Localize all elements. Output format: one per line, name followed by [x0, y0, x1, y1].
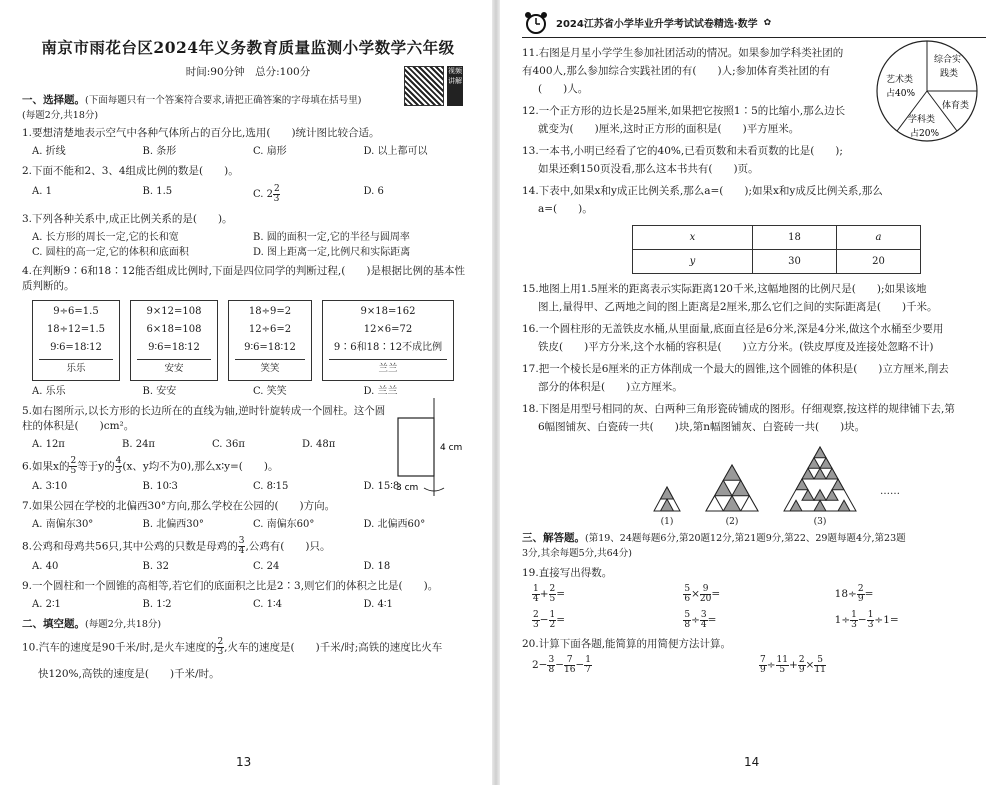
q5-option-a[interactable]: A. 12π — [32, 439, 65, 450]
q6-fraction-1: $\frac{2}{5}$ — [70, 456, 77, 476]
page-number-14: 14 — [744, 755, 760, 769]
q18-line1: 18.下图是用型号相同的灰、白两种三角形瓷砖铺成的图形。仔细观察,按这样的规律铺下去,第 — [522, 403, 955, 415]
q3-options — [22, 230, 474, 260]
qr-code[interactable] — [404, 66, 444, 106]
table-cell: y — [633, 250, 753, 274]
q2-option-d[interactable]: D. 6 — [363, 186, 384, 197]
triangle-figure-3 — [782, 445, 858, 513]
q5-options — [22, 438, 392, 452]
q19-item-2: $\frac{5}{6}$ × $\frac{9}{20}$ = — [684, 583, 721, 604]
q12-line2: 就变为( )厘米,这时正方形的面积是( )平方厘米。 — [538, 123, 800, 135]
q11-line3: ( )人。 — [538, 83, 589, 95]
q20-item-2: $\frac{7}{9}$ ÷ $\frac{11}{5}$ + $\frac{2}{9}$ × $\frac{5}{11}$ — [760, 654, 826, 675]
q2-c-fraction: $\frac{2}{3}$ — [273, 184, 280, 204]
table-cell: x — [633, 226, 753, 250]
table-cell: 20 — [837, 250, 921, 274]
q2-option-b[interactable]: B. 1.5 — [142, 186, 173, 197]
q5-rectangle-figure — [394, 398, 484, 498]
q15-line1: 15.地图上用1.5厘米的距离表示实际距离120千米,这幅地图的比例尺是( );如果该地 — [522, 283, 927, 295]
q3-option-a[interactable]: A. 长方形的周长一定,它的长和宽 — [32, 232, 179, 243]
triangle-figure-2 — [704, 463, 760, 513]
q19-item-4: $\frac{2}{3}$ − $\frac{1}{2}$ = — [533, 609, 566, 630]
q19-item-5: $\frac{5}{8}$ ÷ $\frac{3}{4}$ = — [684, 609, 717, 630]
exam-meta: 时间:90分钟 总分:100分 — [185, 66, 311, 78]
q2-options — [22, 185, 474, 204]
page-number-13: 13 — [236, 755, 252, 769]
q19-text: 19.直接写出得数。 — [522, 567, 613, 579]
q10-fraction: $\frac{2}{3}$ — [217, 637, 224, 657]
q4-box-lanlan: 9×18=162 12×6=72 9∶6和18∶12不成比例 兰兰 — [322, 300, 454, 381]
q11-line2: 有400人,那么参加综合实践社团的有( )人;参加体育类社团的有 — [522, 65, 831, 77]
q7-text: 7.如果公园在学校的北偏西30°方向,那么学校在公园的( )方向。 — [22, 500, 336, 512]
q1-option-b[interactable]: B. 条形 — [142, 146, 177, 157]
q5-rectangle — [398, 418, 434, 476]
q19-item-1: $\frac{1}{4}$ + $\frac{2}{5}$ = — [533, 583, 566, 604]
q18-ellipsis: …… — [880, 486, 900, 497]
q11-pie-chart — [872, 36, 982, 146]
q5-option-d[interactable]: D. 48π — [302, 439, 336, 450]
qr-label: 视频讲解 — [447, 66, 463, 106]
clock-icon — [522, 11, 550, 35]
q20-item-1: 2− $\frac{3}{8}$ − $\frac{7}{16}$ − $\frac{1}{7}$ — [532, 654, 592, 675]
table-cell: a — [837, 226, 921, 250]
q3-option-b[interactable]: B. 圆的面积一定,它的半径与圆周率 — [253, 232, 410, 243]
header-star-icon: ✿ — [763, 17, 772, 28]
section-3-heading: 三、解答题。(第19、24题每题6分,第20题12分,第21题9分,第22、29题每题4分,第23题 — [522, 532, 906, 544]
q14-line2: a=( )。 — [538, 203, 593, 215]
q5-option-c[interactable]: C. 36π — [212, 439, 245, 450]
q18-figure-3: (3) — [782, 445, 858, 527]
q7-option-b[interactable]: B. 北偏西30° — [142, 519, 204, 530]
q3-option-c[interactable]: C. 圆柱的高一定,它的体积和底面积 — [32, 247, 189, 258]
q14-line1: 14.下表中,如果x和y成正比例关系,那么a=( );如果x和y成反比例关系,那么 — [522, 185, 883, 197]
q3-option-d[interactable]: D. 图上距离一定,比例尺和实际距离 — [253, 247, 411, 258]
q5-length-label: 4 cm — [440, 443, 463, 453]
q19-calculations — [522, 581, 986, 633]
q5-width-label: 3 cm — [396, 483, 419, 493]
q2-option-c[interactable]: C. 2 $\frac{2}{3}$ — [253, 185, 364, 204]
exam-title: 南京市雨花台区2024年义务教育质量监测小学数学六年级 — [41, 38, 455, 57]
q2-text: 2.下面不能和2、3、4组成比例的数是( )。 — [22, 165, 239, 177]
q4-option-d[interactable]: D. 兰兰 — [363, 386, 398, 397]
q11-line1: 11.右图是月星小学学生参加社团活动的情况。如果参加学科类社团的 — [522, 47, 844, 59]
q4-box-lele: 9÷6=1.5 18÷12=1.5 9∶6=18∶12 乐乐 — [32, 300, 120, 381]
q9-option-b[interactable]: B. 1∶2 — [142, 599, 172, 610]
section-1-heading: 一、选择题。(下面每题只有一个答案符合要求,请把正确答案的字母填在括号里) — [22, 94, 362, 106]
q14-table — [632, 225, 921, 274]
q4-options — [22, 385, 474, 399]
q4-option-c[interactable]: C. 笑笑 — [253, 386, 287, 397]
q2-option-a[interactable]: A. 1 — [32, 186, 52, 197]
q17-line1: 17.把一个棱长是6厘米的正方体削成一个最大的圆锥,这个圆锥的体积是( )立方厘米,削去 — [522, 363, 949, 375]
q4-option-a[interactable]: A. 乐乐 — [32, 386, 66, 397]
q10-text: 10.汽车的速度是90千米/时,是火车速度的 $\frac{2}{3}$ ,火车的速度是( )千米/时;高铁的速度比火车 — [22, 637, 443, 657]
q8-option-d[interactable]: D. 18 — [363, 561, 391, 572]
q12-line1: 12.一个正方形的边长是25厘米,如果把它按照1∶5的比缩小,那么边长 — [522, 105, 846, 117]
q4-text: 4.在判断9∶6和18∶12能否组成比例时,下面是四位同学的判断过程,( )是根据比例的基本性质判断的。 — [22, 265, 465, 292]
book-spine — [492, 0, 500, 785]
q4-boxes — [32, 300, 474, 381]
q1-option-a[interactable]: A. 折线 — [32, 146, 66, 157]
section-3-note: 3分,其余每题5分,共64分) — [522, 548, 632, 559]
pie-label-sport: 体育类 — [942, 101, 970, 111]
q8-option-b[interactable]: B. 32 — [142, 561, 169, 572]
section-2-heading: 二、填空题。(每题2分,共18分) — [22, 618, 162, 630]
running-header — [522, 8, 986, 38]
q4-option-b[interactable]: B. 安安 — [142, 386, 177, 397]
q19-item-6: 1÷ $\frac{1}{3}$ − $\frac{1}{3}$ ÷1= — [834, 609, 899, 630]
q6-text: 6.如果x的 $\frac{2}{5}$ 等于y的 $\frac{4}{3}$ (x、y均不为0),那么x∶y=( )。 — [22, 456, 279, 476]
q8-option-c[interactable]: C. 24 — [253, 561, 280, 572]
q9-text: 9.一个圆柱和一个圆锥的高相等,若它们的底面积之比是2∶3,则它们的体积之比是( )。 — [22, 580, 439, 592]
q6-option-b[interactable]: B. 10∶3 — [142, 481, 178, 492]
right-page — [500, 0, 1000, 785]
q19-item-3: 18÷ $\frac{2}{9}$ = — [834, 583, 874, 604]
q4-box-anan: 9×12=108 6×18=108 9∶6=18∶12 安安 — [130, 300, 218, 381]
q8-options — [22, 560, 474, 574]
q7-options — [22, 518, 474, 532]
pie-label-comp: 综合实 — [934, 55, 962, 65]
q6-option-a[interactable]: A. 3∶10 — [32, 481, 68, 492]
q5-text: 5.如右图所示,以长方形的长边所在的直线为轴,逆时针旋转成一个圆柱。这个圆柱的体积是( )cm²。 — [22, 405, 386, 432]
table-cell: 18 — [753, 226, 837, 250]
q15-line2: 图上,量得甲、乙两地之间的图上距离是2厘米,那么它们之间的实际距离是( )千米。 — [538, 301, 938, 313]
q1-options — [22, 145, 474, 159]
q18-triangle-figures — [652, 445, 986, 527]
q17-line2: 部分的体积是( )立方厘米。 — [538, 381, 683, 393]
pie-label-art: 艺术类 — [886, 75, 914, 85]
table-row — [633, 226, 921, 250]
pie-label-comp2: 践类 — [940, 69, 959, 79]
q9-options — [22, 598, 474, 612]
q13-line1: 13.一本书,小明已经看了它的40%,已看页数和未看页数的比是( ); — [522, 145, 843, 157]
q5-option-b[interactable]: B. 24π — [122, 439, 156, 450]
header-text: 2024江苏省小学毕业升学考试试卷精选·数学 — [556, 19, 758, 30]
q16-line2: 铁皮( )平方分米,这个水桶的容积是( )立方分米。(铁皮厚度及连接处忽略不计) — [538, 341, 934, 353]
q20-calculations — [522, 652, 986, 678]
q4-box-xiaoxiao: 18÷9=2 12÷6=2 9∶6=18∶12 笑笑 — [228, 300, 312, 381]
q8-fraction: $\frac{3}{4}$ — [238, 536, 245, 556]
q1-option-c[interactable]: C. 扇形 — [253, 146, 287, 157]
table-cell: 30 — [753, 250, 837, 274]
q18-figure-2: (2) — [704, 463, 760, 527]
q6-option-c[interactable]: C. 8∶15 — [253, 481, 289, 492]
q13-line2: 如果还剩150页没看,那么这本书共有( )页。 — [538, 163, 759, 175]
section-1-note: (每题2分,共18分) — [22, 110, 99, 121]
q8-option-a[interactable]: A. 40 — [32, 561, 59, 572]
pie-label-sci-pct: 占20% — [910, 129, 940, 139]
left-page — [0, 0, 492, 785]
q7-option-d[interactable]: D. 北偏西60° — [363, 519, 426, 530]
q16-line1: 16.一个圆柱形的无盖铁皮水桶,从里面量,底面直径是6分米,深是4分米,做这个水桶至少要用 — [522, 323, 944, 335]
q7-option-a[interactable]: A. 南偏东30° — [32, 519, 94, 530]
q10-text-line2: 快120%,高铁的速度是( )千米/时。 — [38, 668, 220, 680]
q18-figure-1: (1) — [652, 485, 682, 527]
pie-label-sci: 学科类 — [908, 115, 936, 125]
pie-label-art-pct: 占40% — [886, 89, 916, 99]
q9-option-a[interactable]: A. 2∶1 — [32, 599, 61, 610]
triangle-figure-1 — [652, 485, 682, 513]
q3-text: 3.下列各种关系中,成正比例关系的是( )。 — [22, 213, 233, 225]
q6-option-d[interactable]: D. 15∶8 — [363, 481, 400, 492]
q1-option-d[interactable]: D. 以上都可以 — [363, 146, 428, 157]
q20-text: 20.计算下面各题,能简算的用简便方法计算。 — [522, 638, 732, 650]
q18-line2: 6幅图铺灰、白瓷砖一共( )块,第n幅图铺灰、白瓷砖一共( )块。 — [538, 421, 866, 433]
q9-option-d[interactable]: D. 4∶1 — [363, 599, 393, 610]
q8-text: 8.公鸡和母鸡共56只,其中公鸡的只数是母鸡的 $\frac{3}{4}$ ,公鸡有( )只。 — [22, 536, 331, 556]
q6-fraction-2: $\frac{4}{3}$ — [115, 456, 122, 476]
q7-option-c[interactable]: C. 南偏东60° — [253, 519, 315, 530]
q1-text: 1.要想清楚地表示空气中各种气体所占的百分比,选用( )统计图比较合适。 — [22, 127, 380, 139]
table-row — [633, 250, 921, 274]
q9-option-c[interactable]: C. 1∶4 — [253, 599, 282, 610]
